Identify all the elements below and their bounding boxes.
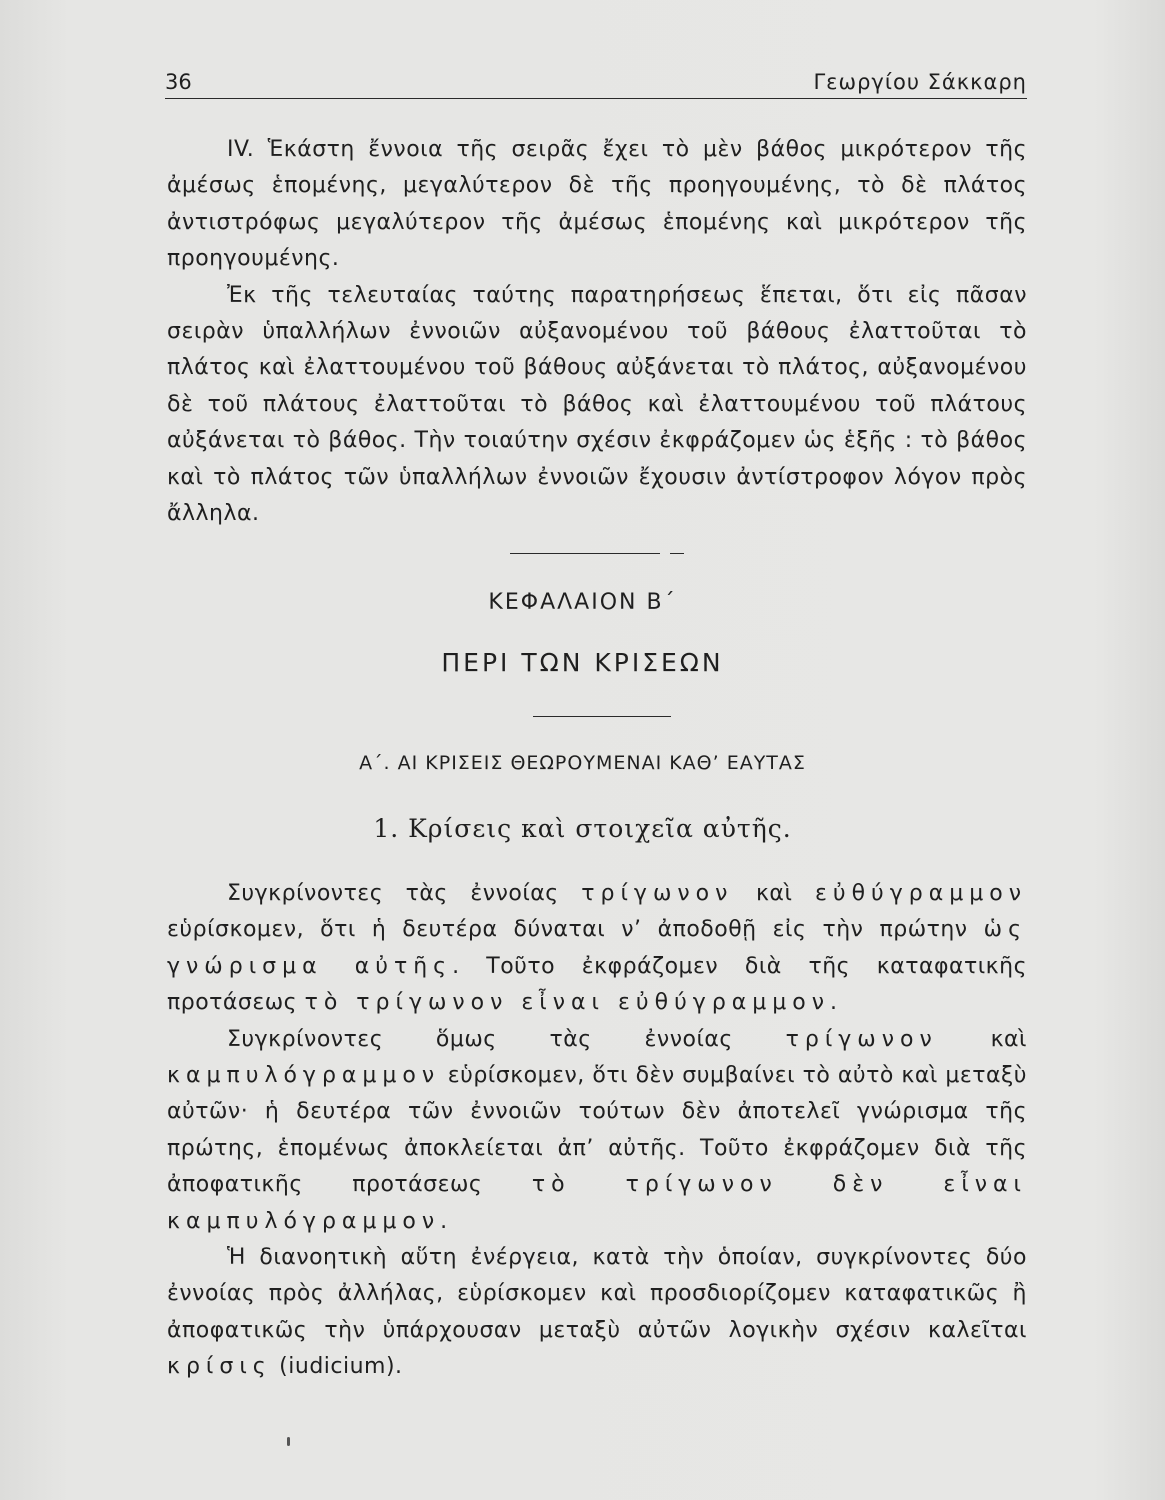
chapter-title: ΠΕΡΙ ΤΩΝ ΚΡΙΣΕΩΝ bbox=[441, 648, 724, 677]
main-text bbox=[167, 876, 1027, 1386]
paragraph-conclusion: Ἐκ τῆς τελευταίας ταύτης παρατηρήσεως ἕπεται, ὅτι εἰς πᾶσαν σειρὰν ὑπαλλήλων ἐννοιῶν αὐξανομένου τοῦ βάθους ἐλαττοῦται τὸ πλάτος καὶ ἐλαττουμένου τοῦ βάθους αὐξάνεται τὸ πλάτος, αὐξανομένου δὲ τοῦ πλάτους ἐλαττοῦται τὸ βάθος καὶ ἐλαττουμένου τοῦ πλάτους αὐξάνεται τὸ βάθος. Τὴν τοιαύτην σχέσιν ἐκφράζομεν ὡς ἑξῆς : τὸ βάθος καὶ τὸ πλάτος τῶν ὑπαλλήλων ἐννοιῶν ἔχουσιν ἀντίστροφον λόγον πρὸς ἄλληλα. bbox=[167, 282, 1027, 527]
ink-speck bbox=[287, 1437, 290, 1446]
section-title: Α΄. ΑΙ ΚΡΙΣΕΙΣ ΘΕΩΡΟΥΜΕΝΑΙ ΚΑΘ’ ΕΑΥΤΑΣ bbox=[359, 752, 806, 774]
text-run: (iudicium). bbox=[271, 1354, 403, 1380]
chapter-divider bbox=[533, 716, 671, 717]
text-run: Συγκρίνοντες ὅμως τὰς ἐννοίας bbox=[227, 1026, 786, 1052]
paragraph-negative bbox=[167, 1022, 1027, 1240]
text-run: καὶ bbox=[937, 1026, 1027, 1052]
emphasized-term: τρίγωνον bbox=[785, 1026, 938, 1052]
section-divider bbox=[510, 553, 660, 554]
text-run: . Τοῦτο ἐκφράζομεν διὰ τῆς καταφατικῆς προτάσεως bbox=[167, 953, 1027, 1016]
emphasized-term: τρίγωνον bbox=[581, 881, 734, 906]
paragraph-affirmative bbox=[167, 876, 1027, 1022]
page-number: 36 bbox=[165, 70, 192, 94]
chapter-label: ΚΕΦΑΛΑΙΟΝ Β΄ bbox=[488, 590, 677, 615]
text-run: Συγκρίνοντες τὰς ἐννοίας bbox=[227, 881, 582, 906]
page-header bbox=[165, 62, 1027, 99]
emphasized-term: καμπυλόγραμμον bbox=[167, 1063, 441, 1089]
emphasized-term: ὡς γνώρισμα αὐτῆς bbox=[167, 917, 1027, 979]
text-run: εὑρίσκομεν, ὅτι δὲν συμβαίνει τὸ αὐτὸ καὶ μεταξὺ αὐτῶν· ἡ δευτέρα τῶν ἐννοιῶν τούτων δὲν ἀποτελεῖ γνώρισμα τῆς πρώτης, ἑπομένως ἀποκλείεται ἀπ’ αὐτῆς. Τοῦτο ἐκφράζομεν διὰ τῆς ἀποφατικῆς προτάσεως bbox=[167, 1063, 1027, 1198]
emphasized-term: εὐθύγραμμον bbox=[814, 881, 1027, 906]
running-head: Γεωργίου Σάκκαρη bbox=[813, 70, 1027, 94]
paragraph-iv: IV. Ἑκάστη ἔννοια τῆς σειρᾶς ἔχει τὸ μὲν βάθος μικρότερον τῆς ἀμέσως ἑπομένης, μεγαλύτερον δὲ τῆς προηγουμένης, τὸ δὲ πλάτος ἀντιστρόφως μεγαλύτερον τῆς ἀμέσως ἑπομένης καὶ μικρότερον τῆς προηγουμένης. bbox=[167, 137, 1027, 272]
intro-text bbox=[167, 132, 1027, 532]
section-divider-dash bbox=[670, 553, 684, 554]
subsection-title: 1. Κρίσεις καὶ στοιχεῖα αὐτῆς. bbox=[373, 814, 792, 843]
text-run: εὑρίσκομεν, ὅτι ἡ δευτέρα δύναται ν’ ἀποδοθῇ εἰς τὴν πρώτην bbox=[167, 917, 984, 943]
emphasized-term: τὸ τρίγωνον δὲν εἶναι καμπυλόγραμμον. bbox=[167, 1172, 1027, 1234]
text-run: Ἡ διανοητικὴ αὕτη ἐνέργεια, κατὰ τὴν ὁποίαν, συγκρίνοντες δύο ἐννοίας πρὸς ἀλλήλας, εὑρίσκομεν καὶ προσδιορίζομεν καταφατικῶς ἢ ἀποφατικῶς τὴν ὑπάρχουσαν μεταξὺ αὐτῶν λογικὴν σχέσιν καλεῖται bbox=[167, 1245, 1027, 1343]
emphasized-term: τὸ τρίγωνον εἶναι εὐθύγραμμον. bbox=[304, 990, 844, 1016]
emphasized-term: κρίσις bbox=[167, 1354, 272, 1380]
text-run: καὶ bbox=[733, 881, 815, 906]
paragraph-definition bbox=[167, 1240, 1027, 1386]
